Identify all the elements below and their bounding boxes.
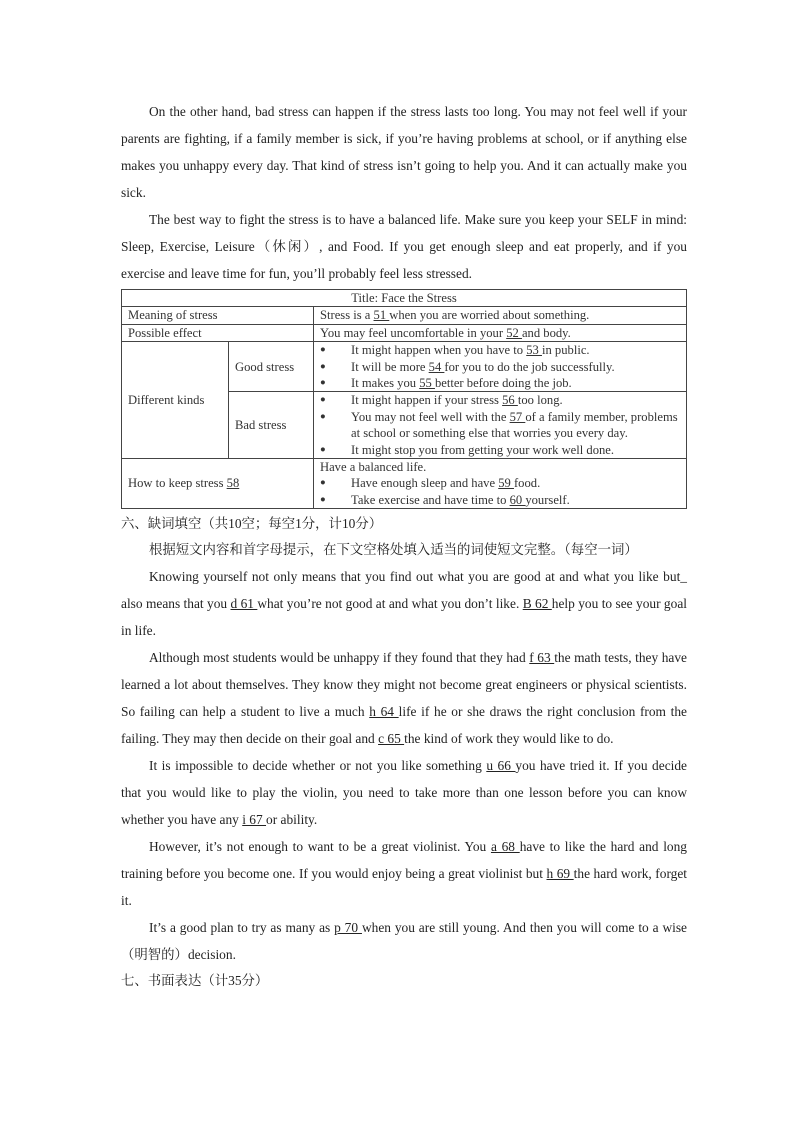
table-row [122, 324, 687, 341]
blank-65[interactable]: c 65 [378, 731, 405, 747]
blank-62[interactable]: B 62 [522, 596, 552, 612]
bad-stress-cell [314, 392, 687, 459]
blank-56[interactable]: 56 [502, 393, 518, 408]
blank-60[interactable]: 60 [509, 492, 526, 507]
list-item: ● Take exercise and have time to 60 yourself. [320, 492, 680, 508]
effect-label: Possible effect [122, 324, 314, 341]
text-segment: Stress is a [320, 308, 374, 323]
blank-55[interactable]: 55 [419, 376, 435, 391]
paragraph-balanced-life: The best way to fight the stress is to have a balanced life. Make sure you keep your SELF in mind: Sleep, Exercise, Leisure（休闲）, and Food. If you get enough sleep and eat properly, and if you exercise and leave time for fun, you’ll probably feel less stressed. [121, 212, 687, 281]
table-row [122, 290, 687, 307]
blank-54[interactable]: 54 [428, 359, 445, 374]
keep-intro: Have a balanced life. [320, 460, 427, 475]
list-item: ● You may not feel well with the 57 of a family member, problems at school or something else that worries you every day. [320, 409, 680, 442]
table-row [122, 459, 687, 509]
list-item: ● It will be more 54 for you to do the job successfully. [320, 359, 680, 375]
text-segment: when you are worried about something. [389, 308, 590, 323]
meaning-label: Meaning of stress [122, 307, 314, 324]
cloze-paragraph-1: Knowing yourself not only means that you find out what you are good at and what you like but_ also means that you d 61 what you’re not good at and what you don’t like. B 62 help you to see your goal in life. [121, 569, 687, 639]
list-item: ● It might happen when you have to 53 in public. [320, 342, 680, 358]
blank-51[interactable]: 51 [373, 308, 390, 323]
blank-61[interactable]: d 61 [230, 596, 258, 612]
cloze-paragraph-3: It is impossible to decide whether or not you like something u 66 you have tried it. If you decide that you would like to play the violin, you need to take more than one lesson before you can know whether you have any i 67 or ability. [121, 758, 688, 828]
list-item: ● It makes you 55 better before doing the job. [320, 375, 680, 391]
document-page [121, 98, 687, 994]
blank-63[interactable]: f 63 [529, 650, 555, 666]
blank-52[interactable]: 52 [506, 325, 522, 340]
kinds-label: Different kinds [122, 342, 229, 459]
blank-64[interactable]: h 64 [369, 704, 399, 720]
section-6-heading: 六、缺词填空（共10空；每空1分，计10分） [121, 516, 383, 532]
good-stress-label: Good stress [229, 342, 314, 392]
keep-label: How to keep stress 58 [122, 459, 314, 509]
list-item: ● It might happen if your stress 56 too long. [320, 392, 680, 408]
text-segment: You may feel uncomfortable in your [320, 325, 507, 340]
table-row [122, 307, 687, 324]
blank-59[interactable]: 59 [498, 476, 514, 491]
table-row [122, 342, 687, 392]
blank-69[interactable]: h 69 [546, 866, 574, 882]
meaning-cell [314, 307, 687, 324]
blank-66[interactable]: u 66 [486, 758, 516, 774]
list-item: ● It might stop you from getting your work well done. [320, 442, 680, 458]
bad-stress-label: Bad stress [229, 392, 314, 459]
blank-68[interactable]: a 68 [490, 839, 520, 855]
good-stress-cell [314, 342, 687, 392]
fill-in-table [121, 289, 687, 509]
section-6-instruction: 根据短文内容和首字母提示，在下文空格处填入适当的词使短文完整。（每空一词） [149, 542, 638, 558]
blank-70[interactable]: p 70 [334, 920, 362, 936]
blank-57[interactable]: 57 [509, 409, 526, 424]
list-item: ● Have enough sleep and have 59 food. [320, 475, 680, 491]
blank-67[interactable]: i 67 [242, 812, 267, 828]
text-segment: and body. [521, 325, 571, 340]
section-7-heading: 七、书面表达（计35分） [121, 973, 269, 989]
cloze-paragraph-4: However, it’s not enough to want to be a great violinist. You a 68 have to like the hard and long training before you become one. If you would enjoy being a great violinist but h 69 the hard work, forget it. [121, 839, 688, 909]
table-title: Title: Face the Stress [122, 290, 687, 307]
cloze-paragraph-2: Although most students would be unhappy if they found that they had f 63 the math tests, they have learned a lot about themselves. They know they might not become great engineers or physical scientists. So failing can help a student to live a much h 64 life if he or she draws the right conclusion from the failing. They may then decide on their goal and c 65 the kind of work they would like to do. [121, 650, 688, 747]
blank-53[interactable]: 53 [526, 343, 542, 358]
cloze-paragraph-5: It’s a good plan to try as many as p 70 when you are still young. And then you will come to a wise（明智的）decision. [121, 920, 687, 963]
blank-58[interactable]: 58 [226, 476, 240, 491]
keep-cell [314, 459, 687, 509]
paragraph-bad-stress: On the other hand, bad stress can happen if the stress lasts too long. You may not feel well if your parents are fighting, if a family member is sick, if you’re having problems at school, or if anything else makes you unhappy every day. That kind of stress isn’t going to help you. And it can actually make you sick. [121, 104, 687, 200]
effect-cell [314, 324, 687, 341]
